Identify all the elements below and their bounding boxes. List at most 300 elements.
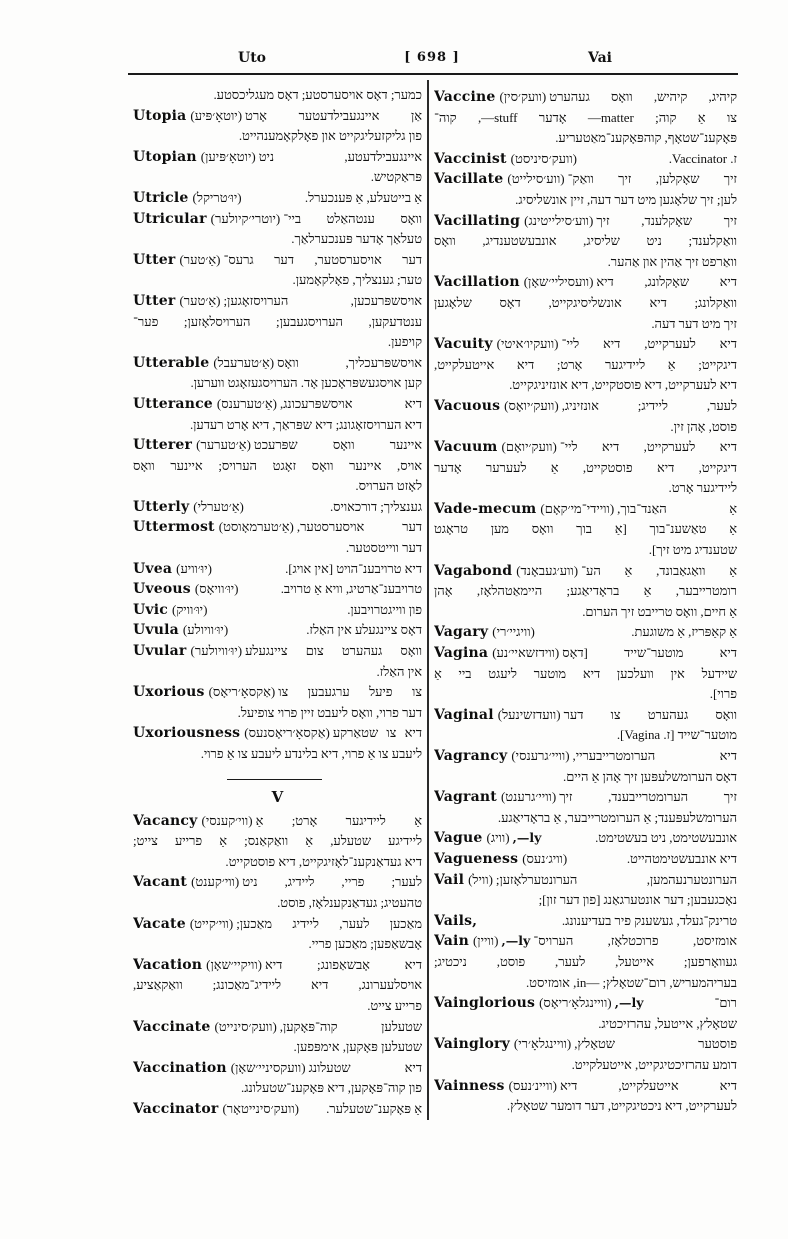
definition-text: וואַקלענד; ניט שליסיג, אונבעשטענדיג, וואָס: [434, 233, 737, 249]
pronunciation: (אַקסאָ׳ריאָס): [208, 684, 276, 700]
definition-text: פרוי].: [709, 686, 737, 702]
definition-text: פוסטער שטאָלץ,: [574, 1036, 737, 1052]
definition-text: געוואָרפען; אייטעל, לעער, פוסט, ניכטיג;: [434, 953, 737, 969]
dictionary-entry: [434, 622, 737, 643]
pronunciation: (אַ׳טערער): [196, 437, 251, 453]
dictionary-entry: [434, 705, 737, 746]
text-line: [434, 952, 737, 973]
text-line: [434, 1096, 737, 1117]
definition-text: דאָס הערומשלעפּען זיך אָהן אַ היים.: [563, 768, 737, 784]
definition-text: וואַקלונג; דיא אונשליסיגקייט, דאָס שלאָגען: [434, 294, 737, 310]
text-line: [133, 893, 422, 914]
text-line: [434, 499, 737, 520]
definition-text: כמער; דאָס אויסערסטע; דאָס מעגליכסטע.: [213, 87, 422, 102]
pronunciation: (וויקיי׳שאָן): [206, 956, 262, 972]
dictionary-entry: [434, 334, 737, 396]
headword: Vacuous: [434, 397, 501, 414]
definition-text: שטעלען קוה־פּאָקען,: [279, 1018, 422, 1034]
text-line: [133, 1037, 422, 1058]
text-line: [434, 417, 737, 438]
definition-text: זיך מיט דער דעה.: [651, 315, 737, 331]
headword: Vainness: [434, 1077, 505, 1094]
section-rule: [227, 779, 322, 781]
section-letter: V: [271, 787, 284, 806]
definition-text: קען אויסגעשפּראָכען אָד. הערויסגעזאָגט ווערען.: [190, 375, 422, 391]
definition-text: אויס, איינער וואָס זאָגט הערויס; איינער וואָס: [133, 457, 422, 473]
definition-text: אָבשאַפען; מאַכען פריי.: [308, 936, 422, 952]
definition-text: אין האַלז.: [376, 663, 422, 679]
dictionary-entry: [133, 620, 422, 641]
headword: Uttermost: [133, 519, 215, 536]
derived-form: ,—ly: [512, 830, 542, 846]
dictionary-entry: [434, 1076, 737, 1117]
definition-text: קיהיג, קיהיש, וואָס געהערט: [549, 89, 737, 104]
right-column: [434, 87, 737, 1117]
text-line: [434, 252, 737, 273]
dictionary-entry: [434, 870, 737, 911]
pronunciation: (וועק׳יואָם): [501, 439, 557, 455]
text-line: [434, 828, 737, 849]
definition-text: לעער, ליידיג; אונזיניג,: [561, 397, 737, 413]
pronunciation: (אַ׳טערענס): [216, 395, 277, 411]
definition-text: אַ וואַגאַבונד, אַ הע־: [581, 562, 737, 578]
dictionary-entry: [434, 849, 737, 870]
dictionary-entry: [434, 499, 737, 561]
text-line: [133, 872, 422, 893]
headword: Vainglorious: [434, 995, 536, 1012]
pronunciation: (ווידזשאיי׳נע): [492, 645, 560, 661]
text-line: [133, 291, 422, 312]
header-last-word: Vai: [588, 50, 612, 66]
definition-text: דיא אָבשאַפונג; דיא: [264, 956, 422, 972]
text-line: [133, 209, 422, 230]
headword: Vacant: [133, 874, 188, 891]
text-line: [434, 87, 737, 108]
dictionary-entry: [133, 250, 422, 291]
text-line: [133, 456, 422, 477]
dictionary-entry: [133, 291, 422, 353]
definition-text: דער פרוי, וואָס ליעבט זיין פרוי צופיעל.: [237, 704, 422, 720]
dictionary-entry: [133, 1099, 422, 1120]
headword: Vacillating: [434, 212, 521, 229]
text-line: [133, 579, 422, 600]
headword: Uxoriousness: [133, 725, 241, 742]
definition-text: רום־: [714, 995, 737, 1011]
text-line: [133, 517, 422, 538]
definition-text: פּראַקטיש.: [370, 169, 422, 185]
definition-text: דיגקייט; אַ ליידיגער אָרט; דיא אייטעלקייט,: [434, 356, 737, 372]
headword: Vagabond: [434, 562, 513, 579]
headword: Vacuity: [434, 336, 493, 353]
dictionary-entry: [434, 149, 737, 170]
text-line: [133, 1099, 422, 1120]
definition-text: נאָכגעבען; דער אונטערגאַנג [פון דער זון];: [538, 892, 737, 908]
definition-text: זיך שאָקלען, זיך וואַק־: [567, 171, 737, 187]
text-line: [133, 106, 422, 127]
text-line: [434, 1034, 737, 1055]
dictionary-entry: [133, 811, 422, 873]
text-line: [434, 602, 737, 623]
definition-text: טהעטיג; געדאַנקענלאָז, פוסט.: [277, 894, 422, 910]
pronunciation: (וועק׳סינייט): [214, 1018, 277, 1034]
definition-text: הערונטערנעהמען, הערונטערלאָזען;: [495, 871, 737, 887]
text-line: [434, 293, 737, 314]
headword: Vaginal: [434, 706, 494, 723]
headword: Utricle: [133, 189, 189, 206]
definition-text: צו אַ קוה; matter— אָדער stuff—, קוה־: [434, 109, 737, 125]
text-line: [434, 478, 737, 499]
definition-text: בעריהמעריש, רום־שטאָלץ; —in, אומזיסט.: [525, 974, 737, 990]
pronunciation: (יוטאָ׳פּיען): [200, 148, 256, 164]
derived-form: ,—ly: [501, 933, 531, 949]
dictionary-entry: [133, 106, 422, 147]
definition-text: דאָס ציינגעלע אין האַלז.: [306, 622, 422, 638]
text-line: [133, 312, 422, 333]
definition-text: דיא טרויבענ־הויט [אין אויג].: [285, 560, 422, 576]
text-line: [434, 437, 737, 458]
dictionary-entry: [133, 517, 422, 558]
text-line: [434, 808, 737, 829]
headword: Vacation: [133, 956, 203, 973]
definition-text: איינער וואָס שפּרעכט: [253, 437, 422, 453]
definition-text: צו פיעל ערגעבען צו: [278, 684, 422, 700]
text-line: [133, 538, 422, 559]
page-number: [ 698 ]: [404, 50, 460, 65]
definition-text: לען; זיך שלאָגען מיט דער דעה, זיין אונשליסיג.: [515, 191, 737, 207]
pronunciation: (וויי׳גרענט): [500, 789, 557, 805]
pronunciation: (וויג׳נעס): [522, 850, 568, 866]
dictionary-entry: [133, 1017, 422, 1058]
dictionary-entry: [434, 561, 737, 623]
definition-text: דיא שאָקלונג, דיא: [596, 274, 737, 290]
dictionary-entry: [434, 211, 737, 273]
definition-text: פון ווייגטרויבען.: [347, 601, 422, 617]
pronunciation: (וועדזשינעל): [497, 706, 561, 722]
definition-text: דיא אייטעלקייט, דיא: [559, 1077, 737, 1093]
definition-text: שטעלען פּאָקען, אימפּפען.: [293, 1039, 422, 1055]
pronunciation: (אַקסאָ׳ריאָסנעס): [244, 725, 330, 741]
dictionary-entry: [133, 955, 422, 1017]
pronunciation: (ווע׳סילייטינג): [524, 212, 594, 228]
headword: Vagrant: [434, 789, 497, 806]
definition-text: פון קוה־פּאָקען, דיא פּאָקענ־שטעלונג.: [241, 1080, 422, 1096]
pronunciation: (יוּ׳וויולער): [190, 643, 243, 659]
headword: Vacillation: [434, 274, 520, 291]
definition-text: וואָס ענטהאַלט ביי־: [283, 210, 422, 226]
pronunciation: (וויינגלאָ׳ריאָס): [539, 995, 612, 1011]
pronunciation: (אַ׳טער): [179, 251, 221, 267]
text-line: [133, 641, 422, 662]
definition-text: דיא מוטער־שייד [דאָס: [562, 645, 737, 661]
definition-text: וואַרפט זיך אַהין און אַהער.: [607, 253, 737, 269]
dictionary-entry: [434, 746, 737, 787]
dictionary-entry: [133, 1058, 422, 1099]
headword: Vagina: [434, 645, 489, 662]
text-line: [434, 149, 737, 170]
text-line: [133, 332, 422, 353]
definition-text: ליעבע צו אַ פרוי, דיא בלינדע ליעבע צו אַ פרוי.: [200, 746, 422, 761]
text-line: [133, 852, 422, 873]
left-column: [133, 85, 422, 1120]
text-line: [434, 643, 737, 664]
definition-text: שטאָלץ, אייטעל, עהרזיכטיג.: [598, 1015, 737, 1031]
definition-text: דער אויסערסטער, דער גרעס־: [223, 251, 422, 267]
definition-text: אַ בייטעלע, אַ פּענכערל.: [304, 189, 422, 205]
headword: Utterer: [133, 437, 193, 454]
text-line: [133, 703, 422, 724]
pronunciation: (ווע׳געבאָנד): [516, 562, 579, 578]
text-line: [434, 622, 737, 643]
definition-text: דיא שטעלונג: [308, 1059, 422, 1075]
dictionary-entry: [434, 828, 737, 849]
definition-text: פון גליקזעליגקייט און פאָלקאָמענהייט.: [238, 128, 422, 144]
pronunciation: (וועק׳סין): [499, 89, 547, 104]
text-line: [133, 250, 422, 271]
pronunciation: (יוּ׳וויולע): [182, 622, 229, 638]
headword: Vague: [434, 830, 483, 847]
headword: Uvular: [133, 643, 187, 660]
dictionary-entry: [434, 169, 737, 210]
pronunciation: (יוּ׳טריקל): [192, 189, 242, 205]
headword: Utter: [133, 292, 176, 309]
definition-text: דיא אויסשפּרעכונג,: [279, 395, 422, 411]
dictionary-entry: [434, 437, 737, 499]
column-separator: [427, 80, 429, 1120]
definition-text: ז. Vaccinator.: [668, 150, 737, 166]
headword: Vaccination: [133, 1059, 227, 1076]
text-line: [133, 831, 422, 852]
text-line: [434, 190, 737, 211]
pronunciation: (ווי׳קייט): [189, 915, 234, 931]
dictionary-entry: [133, 914, 422, 955]
definition-text: דיא צו שטאַרקע: [332, 725, 422, 741]
text-line: [133, 373, 422, 394]
text-line: [133, 559, 422, 580]
dictionary-entry: [434, 272, 737, 334]
text-line: [133, 1078, 422, 1099]
definition-text: דיא לעערקייט, דיא ליי־: [561, 336, 737, 352]
definition-text: טרויבענ־אַרטיג, וויא אַ טרויב.: [280, 581, 422, 597]
text-line: [434, 1014, 737, 1035]
dictionary-entry: [133, 394, 422, 435]
pronunciation: (וויידי־מי׳קאָם): [540, 500, 615, 516]
entry-continuation: [133, 85, 422, 106]
pronunciation: (וויינ׳נעס): [508, 1077, 557, 1093]
dictionary-entry: [133, 723, 422, 764]
headword: Vaccinator: [133, 1100, 219, 1117]
text-line: [434, 993, 737, 1014]
definition-text: ענטדעקען, הערויסגעבען; הערויסלאָזען; פער־: [133, 313, 422, 329]
headword: Vainglory: [434, 1036, 510, 1053]
definition-text: לעער; פריי, ליידיג, ניט: [242, 874, 422, 890]
dictionary-entry: [133, 872, 422, 913]
dictionary-entry: [133, 209, 422, 250]
text-line: [434, 581, 737, 602]
definition-text: אויסלעערונג, דיא ליידיג־מאַכונג; וואַקאַציע,: [133, 977, 422, 993]
text-line: [434, 1055, 737, 1076]
text-line: [434, 458, 737, 479]
text-line: [434, 973, 737, 994]
text-line: [434, 272, 737, 293]
headword: Vaccine: [434, 89, 496, 105]
headword: Vaccinist: [434, 150, 507, 167]
dictionary-entry: [434, 911, 737, 932]
pronunciation: (ווי׳קענסי): [201, 812, 253, 828]
pronunciation: (יוּ׳וויאָס): [194, 581, 239, 597]
headword: Vain: [434, 933, 469, 950]
dictionary-entry: [133, 682, 422, 723]
definition-text: אַ האַנד־בוך,: [617, 500, 737, 516]
pronunciation: (וועק׳יואָס): [504, 397, 559, 413]
text-line: [133, 353, 422, 374]
derived-form: ,—ly: [614, 995, 644, 1011]
definition-text: שטענדיג מיט זיך].: [648, 542, 737, 558]
headword: Vagueness: [434, 850, 519, 867]
definition-text: רומטרייבער, אַ בראָדיאַגע; היימאַטהלאָז, אָהן: [434, 583, 737, 599]
definition-text: הערומשלעפּענד; אַ הערומטרייבער, אַ בראָדיאַגע.: [497, 809, 737, 825]
text-line: [133, 167, 422, 188]
entries-before-section: [133, 85, 422, 765]
text-line: [133, 975, 422, 996]
definition-text: אַ פּאָקענ־שטעלער.: [326, 1100, 422, 1116]
text-line: [434, 519, 737, 540]
definition-text: אַ חיים, וואָס טרייבט זיך הערום.: [582, 603, 737, 619]
definition-text: שיידעל אין וועלכען דיא מוטער ליעגט ביי אַ: [434, 665, 737, 681]
text-line: [133, 85, 422, 106]
text-line: [133, 600, 422, 621]
definition-text: דיגקייט, דיא פוסטקייט, אַ לעערער אָדער: [434, 459, 737, 475]
text-line: [434, 931, 737, 952]
headword: Utterable: [133, 354, 210, 371]
definition-text: לעערקייט, דיא ניכטיגקייט, דער דומער שטאָלץ.: [506, 1098, 737, 1114]
definition-text: ליידיגע שטעלע, אַ וואַקאַנס; אַ פרייע צייט;: [133, 833, 422, 849]
header-first-word: Uto: [237, 50, 267, 66]
text-line: [133, 1058, 422, 1079]
pronunciation: (יוּ׳וויע): [176, 560, 212, 576]
pronunciation: (וויל): [468, 871, 493, 887]
text-line: [133, 934, 422, 955]
definition-text: דיא אונבעשטימטהייט.: [626, 850, 737, 866]
text-line: [434, 211, 737, 232]
headword: Utterance: [133, 395, 213, 412]
definition-text: דיא לעערקייט, דיא פוסטקייט, דיא אונזיניגקייט.: [509, 377, 737, 393]
pronunciation: (אַ׳טערמאָוסט): [218, 519, 294, 535]
text-line: [434, 396, 737, 417]
pronunciation: (וועק׳סיניסט): [510, 150, 577, 166]
definition-text: דיא געדאַנקענ־לאָזיגקייט, דיא פוסטקייט.: [225, 853, 422, 869]
dictionary-entry: [434, 643, 737, 705]
pronunciation: (יוּ׳וויק): [172, 601, 208, 617]
dictionary-entry: [434, 87, 737, 149]
pronunciation: (וועקיו׳איטי): [496, 336, 559, 352]
pronunciation: (וועקסיניי׳שאָן): [230, 1059, 306, 1075]
headword: Vagrancy: [434, 748, 508, 764]
dictionary-entry: [133, 641, 422, 682]
definition-text: אומזיסט, פרוכטלאָז, הערויס־: [533, 933, 737, 949]
headword: Vail: [434, 871, 465, 888]
text-line: [133, 415, 422, 436]
headword: Uvula: [133, 622, 179, 639]
pronunciation: (וועסיליי׳שאָן): [523, 274, 594, 290]
pronunciation: (אַ׳טערעבל): [213, 354, 275, 370]
text-line: [434, 231, 737, 252]
headword: Vade-mecum: [434, 500, 537, 517]
definition-text: אויסשפּרעכליך, וואָס: [277, 354, 422, 370]
dictionary-entry: [434, 1034, 737, 1075]
definition-text: וואָס געהערט צו דער: [563, 706, 737, 722]
pronunciation: (יוטרי׳קיולער): [210, 210, 281, 226]
dictionary-entry: [133, 435, 422, 497]
definition-text: פּאָקענ־שטאָף, קוהפּאָקענ־מאַטעריע.: [555, 130, 737, 146]
headword: Uvic: [133, 601, 168, 618]
dictionary-entry: [133, 600, 422, 621]
text-line: [434, 108, 737, 129]
text-line: [133, 476, 422, 497]
definition-text: אַ טאַשענ־בוך [אַ בוך וואָס מען טראָגט: [434, 521, 737, 537]
definition-text: לאָזט הערויס.: [355, 478, 422, 494]
headword: Vacancy: [133, 812, 198, 829]
definition-text: אויסשפּרעכען, הערויסזאָגען;: [223, 292, 422, 308]
text-line: [434, 705, 737, 726]
definition-text: דער אויסערסטער,: [296, 519, 422, 535]
definition-text: דומע עהרזיכטיגקייט, אייטעלקייט.: [571, 1056, 737, 1072]
definition-text: דיא לעערקייט, דיא ליי־: [559, 439, 737, 455]
text-line: [434, 169, 737, 190]
definition-text: מאַכען לעער, ליידיג מאַכען;: [236, 915, 422, 931]
definition-text: זיך שאָקלענד, זיך: [596, 212, 737, 228]
dictionary-entry: [133, 559, 422, 580]
definition-text: אַן איינגעבילדעטער אָרט: [245, 107, 422, 123]
definition-text: אַ קאַפּריז, אַ משוגעת.: [631, 624, 737, 640]
pronunciation: (וועק׳סינייטאָר): [222, 1100, 299, 1116]
headword: Uxorious: [133, 684, 205, 701]
text-line: [434, 664, 737, 685]
text-line: [434, 540, 737, 561]
definition-text: טרינק־געלד, געשענק פיר בעדיענונג.: [561, 912, 737, 928]
headword: Uvea: [133, 560, 173, 577]
text-line: [133, 996, 422, 1017]
text-line: [133, 147, 422, 168]
dictionary-entry: [434, 931, 737, 993]
definition-text: דיא הערומטרייבעריי,: [572, 748, 737, 763]
text-line: [133, 682, 422, 703]
pronunciation: (וויין): [472, 933, 499, 949]
text-line: [133, 270, 422, 291]
headword: Utterly: [133, 498, 190, 515]
definition-text: דיא הערויסזאָגונג; דיא שפּראַך, דיא אָרט רעדען.: [189, 416, 422, 432]
text-line: [434, 911, 737, 932]
headword: Vagary: [434, 624, 489, 641]
text-line: [133, 394, 422, 415]
definition-text: דער ווייטסטער.: [345, 540, 422, 556]
text-line: [434, 787, 737, 808]
pronunciation: (ווי׳קענט): [191, 874, 240, 890]
text-line: [133, 188, 422, 209]
headword: Utter: [133, 251, 176, 268]
headword: Uveous: [133, 581, 191, 598]
text-line: [434, 870, 737, 891]
pronunciation: (וויג): [486, 830, 510, 846]
text-line: [434, 334, 737, 355]
definition-text: אַ ליידיגער אָרט; אַ: [255, 812, 422, 828]
definition-text: פוסט, אָהן זין.: [670, 418, 737, 434]
text-line: [133, 811, 422, 832]
dictionary-entry: [434, 396, 737, 437]
section-divider: [133, 765, 422, 811]
text-line: [133, 435, 422, 456]
pronunciation: (אַ׳טערלי): [193, 498, 244, 514]
pronunciation: (וויינגלאָ׳רי): [513, 1036, 572, 1052]
